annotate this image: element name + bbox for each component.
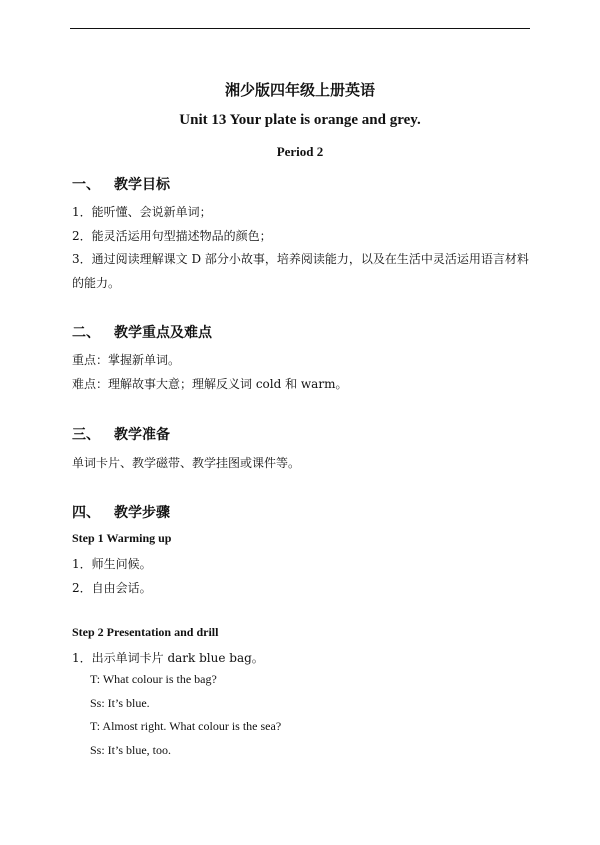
section-title: 教学重点及难点 [114,325,212,341]
step-title: Step 2 Presentation and drill [72,625,219,639]
dialogue-line: Ss: It’s blue. [90,696,150,710]
header-rule [70,28,530,29]
unit-title: Unit 13 Your plate is orange and grey. [179,112,421,128]
list-item: 2．能灵活运用句型描述物品的颜色； [72,229,272,243]
list-item-continuation: 的能力。 [72,276,121,290]
section-title: 教学步骤 [114,505,170,521]
list-item: 2．自由会话。 [72,581,152,595]
difficulty-line: 难点：理解故事大意；理解反义词 cold 和 warm。 [72,377,348,391]
list-item: 1．师生问候。 [72,557,152,571]
section-title: 教学准备 [114,427,170,443]
section-title: 教学目标 [114,177,170,193]
dialogue-line: Ss: It’s blue, too. [90,743,172,757]
key-point-line: 重点：掌握新单词。 [72,353,181,367]
step-title: Step 1 Warming up [72,531,172,545]
list-item: 3．通过阅读理解课文 D 部分小故事，培养阅读能力，以及在生活中灵活运用语言材料 [72,252,529,266]
section-number: 四、 [72,505,100,521]
dialogue-line: T: What colour is the bag? [90,672,217,686]
section-number: 三、 [72,427,100,443]
section-heading-objectives [72,174,170,194]
section-number: 一、 [72,177,100,193]
section-heading-key-points [72,322,212,342]
period-label: Period 2 [276,144,324,159]
preparation-line: 单词卡片、教学磁带、教学挂图或课件等。 [72,456,301,470]
section-heading-procedure [72,502,170,522]
document-title: 湘少版四年级上册英语 [224,81,375,99]
list-item: 1．出示单词卡片 dark blue bag。 [72,651,264,665]
section-number: 二、 [72,325,100,341]
section-heading-preparation [72,424,170,444]
list-item: 1．能听懂、会说新单词； [72,205,212,219]
dialogue-line: T: Almost right. What colour is the sea? [90,719,282,733]
